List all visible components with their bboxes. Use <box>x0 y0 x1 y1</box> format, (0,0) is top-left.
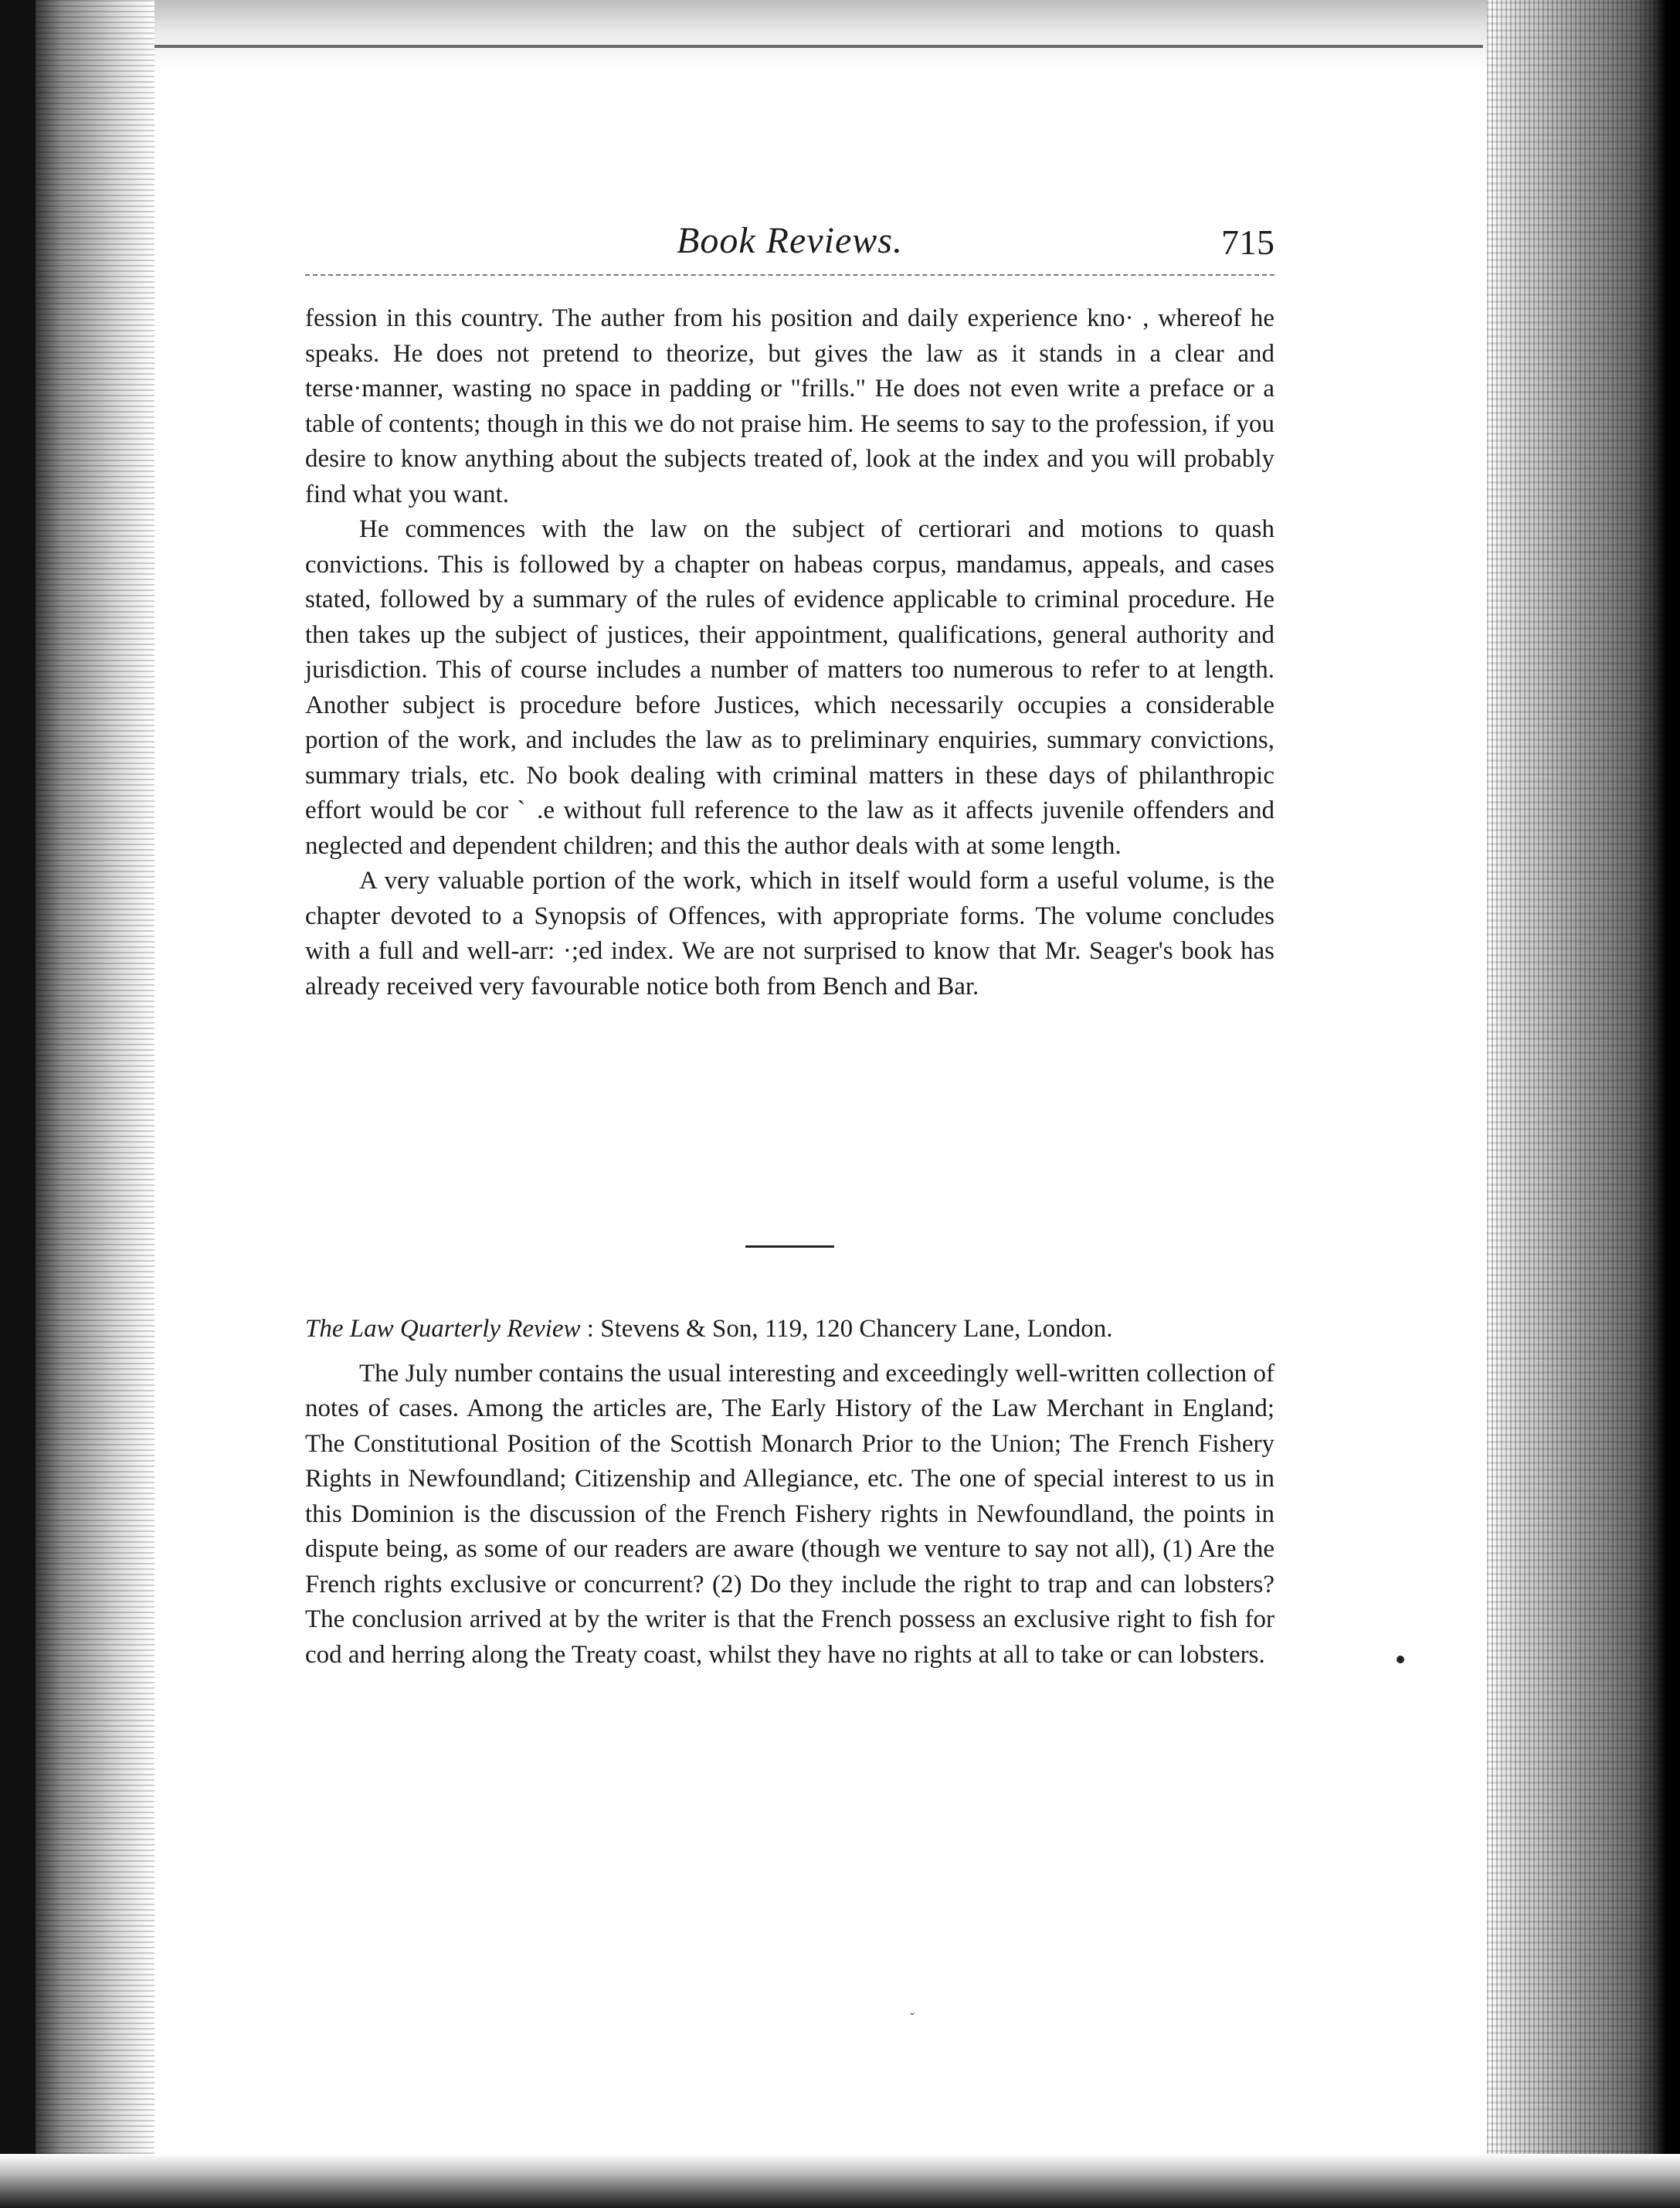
page-number: 715 <box>1221 222 1274 262</box>
paragraph: A very valuable portion of the work, which in itself would form a useful volume, is the chapter devoted to a Synopsis of Offences, with appropriate forms. The volume concludes with a full and well-arr: ·;ed index. We are not surprised to know that Mr. Seager's book has already received very favourable notice both from Bench and Bar. <box>305 867 1274 1000</box>
scan-right-shadow <box>1666 0 1680 2208</box>
scan-right-edge <box>1487 0 1680 2208</box>
scan-left-shadow <box>0 0 36 2208</box>
header-rule <box>305 274 1274 276</box>
paragraph: fession in this country. The auther from his position and daily experience kno· , whereof he speaks. He does not pretend to theorize, but gives the law as it stands in a clear and terse·manner, wasting no space in padding or "frills." He does not even write a preface or a table of contents; though in this we do not praise him. He seems to say to the profession, if you desire to know anything about the subjects treated of, look at the index and you will probably find what you want. <box>305 304 1274 508</box>
publisher-info: : Stevens & Son, 119, 120 Chancery Lane, London. <box>586 1315 1113 1343</box>
review-law-quarterly <box>305 1312 1274 1673</box>
scan-top-edge <box>0 0 1680 70</box>
scan-bottom-edge <box>0 2154 1680 2208</box>
ink-speck: ˇ <box>910 2010 915 2026</box>
citation <box>305 1312 1274 1347</box>
page-header <box>305 218 1274 272</box>
journal-title: The Law Quarterly Review <box>305 1315 581 1343</box>
paragraph: He commences with the law on the subject of certiorari and motions to quash convictions. This is followed by a chapter on habeas corpus, mandamus, appeals, and cases stated, followed by a summary of the rules of evidence applicable to criminal procedure. He then takes up the subject of justices, their appointment, qualifications, general authority and jurisdiction. This of course includes a number of matters too numerous to refer to at length. Another subject is procedure before Justices, which necessarily occupies a considerable portion of the work, and includes the law as to preliminary enquiries, summary convictions, summary trials, etc. No book dealing with criminal matters in these days of philanthropic effort would be cor ˋ .e without full reference to the law as it affects juvenile offenders and neglected and dependent children; and this the author deals with at some length. <box>305 515 1274 860</box>
ink-dot <box>1397 1656 1404 1663</box>
section-divider <box>745 1245 834 1248</box>
scan-top-line <box>131 45 1483 48</box>
paragraph: The July number contains the usual interesting and exceedingly well-written collection of notes of cases. Among the articles are, The Early History of the Law Merchant in England; The Constitutional Position of the Scottish Monarch Prior to the Union; The French Fishery Rights in Newfoundland; Citizenship and Allegiance, etc. The one of special interest to us in this Dominion is the discussion of the French Fishery rights in Newfoundland, the points in dispute being, as some of our readers are aware (though we venture to say not all), (1) Are the French rights exclusive or concurrent? (2) Do they include the right to trap and can lobsters? The conclusion arrived at by the writer is that the French possess an exclusive right to fish for cod and herring along the Treaty coast, whilst they have no rights at all to take or can lobsters. <box>305 1359 1274 1669</box>
review-seager <box>305 301 1274 1004</box>
running-title: Book Reviews. <box>677 220 903 261</box>
